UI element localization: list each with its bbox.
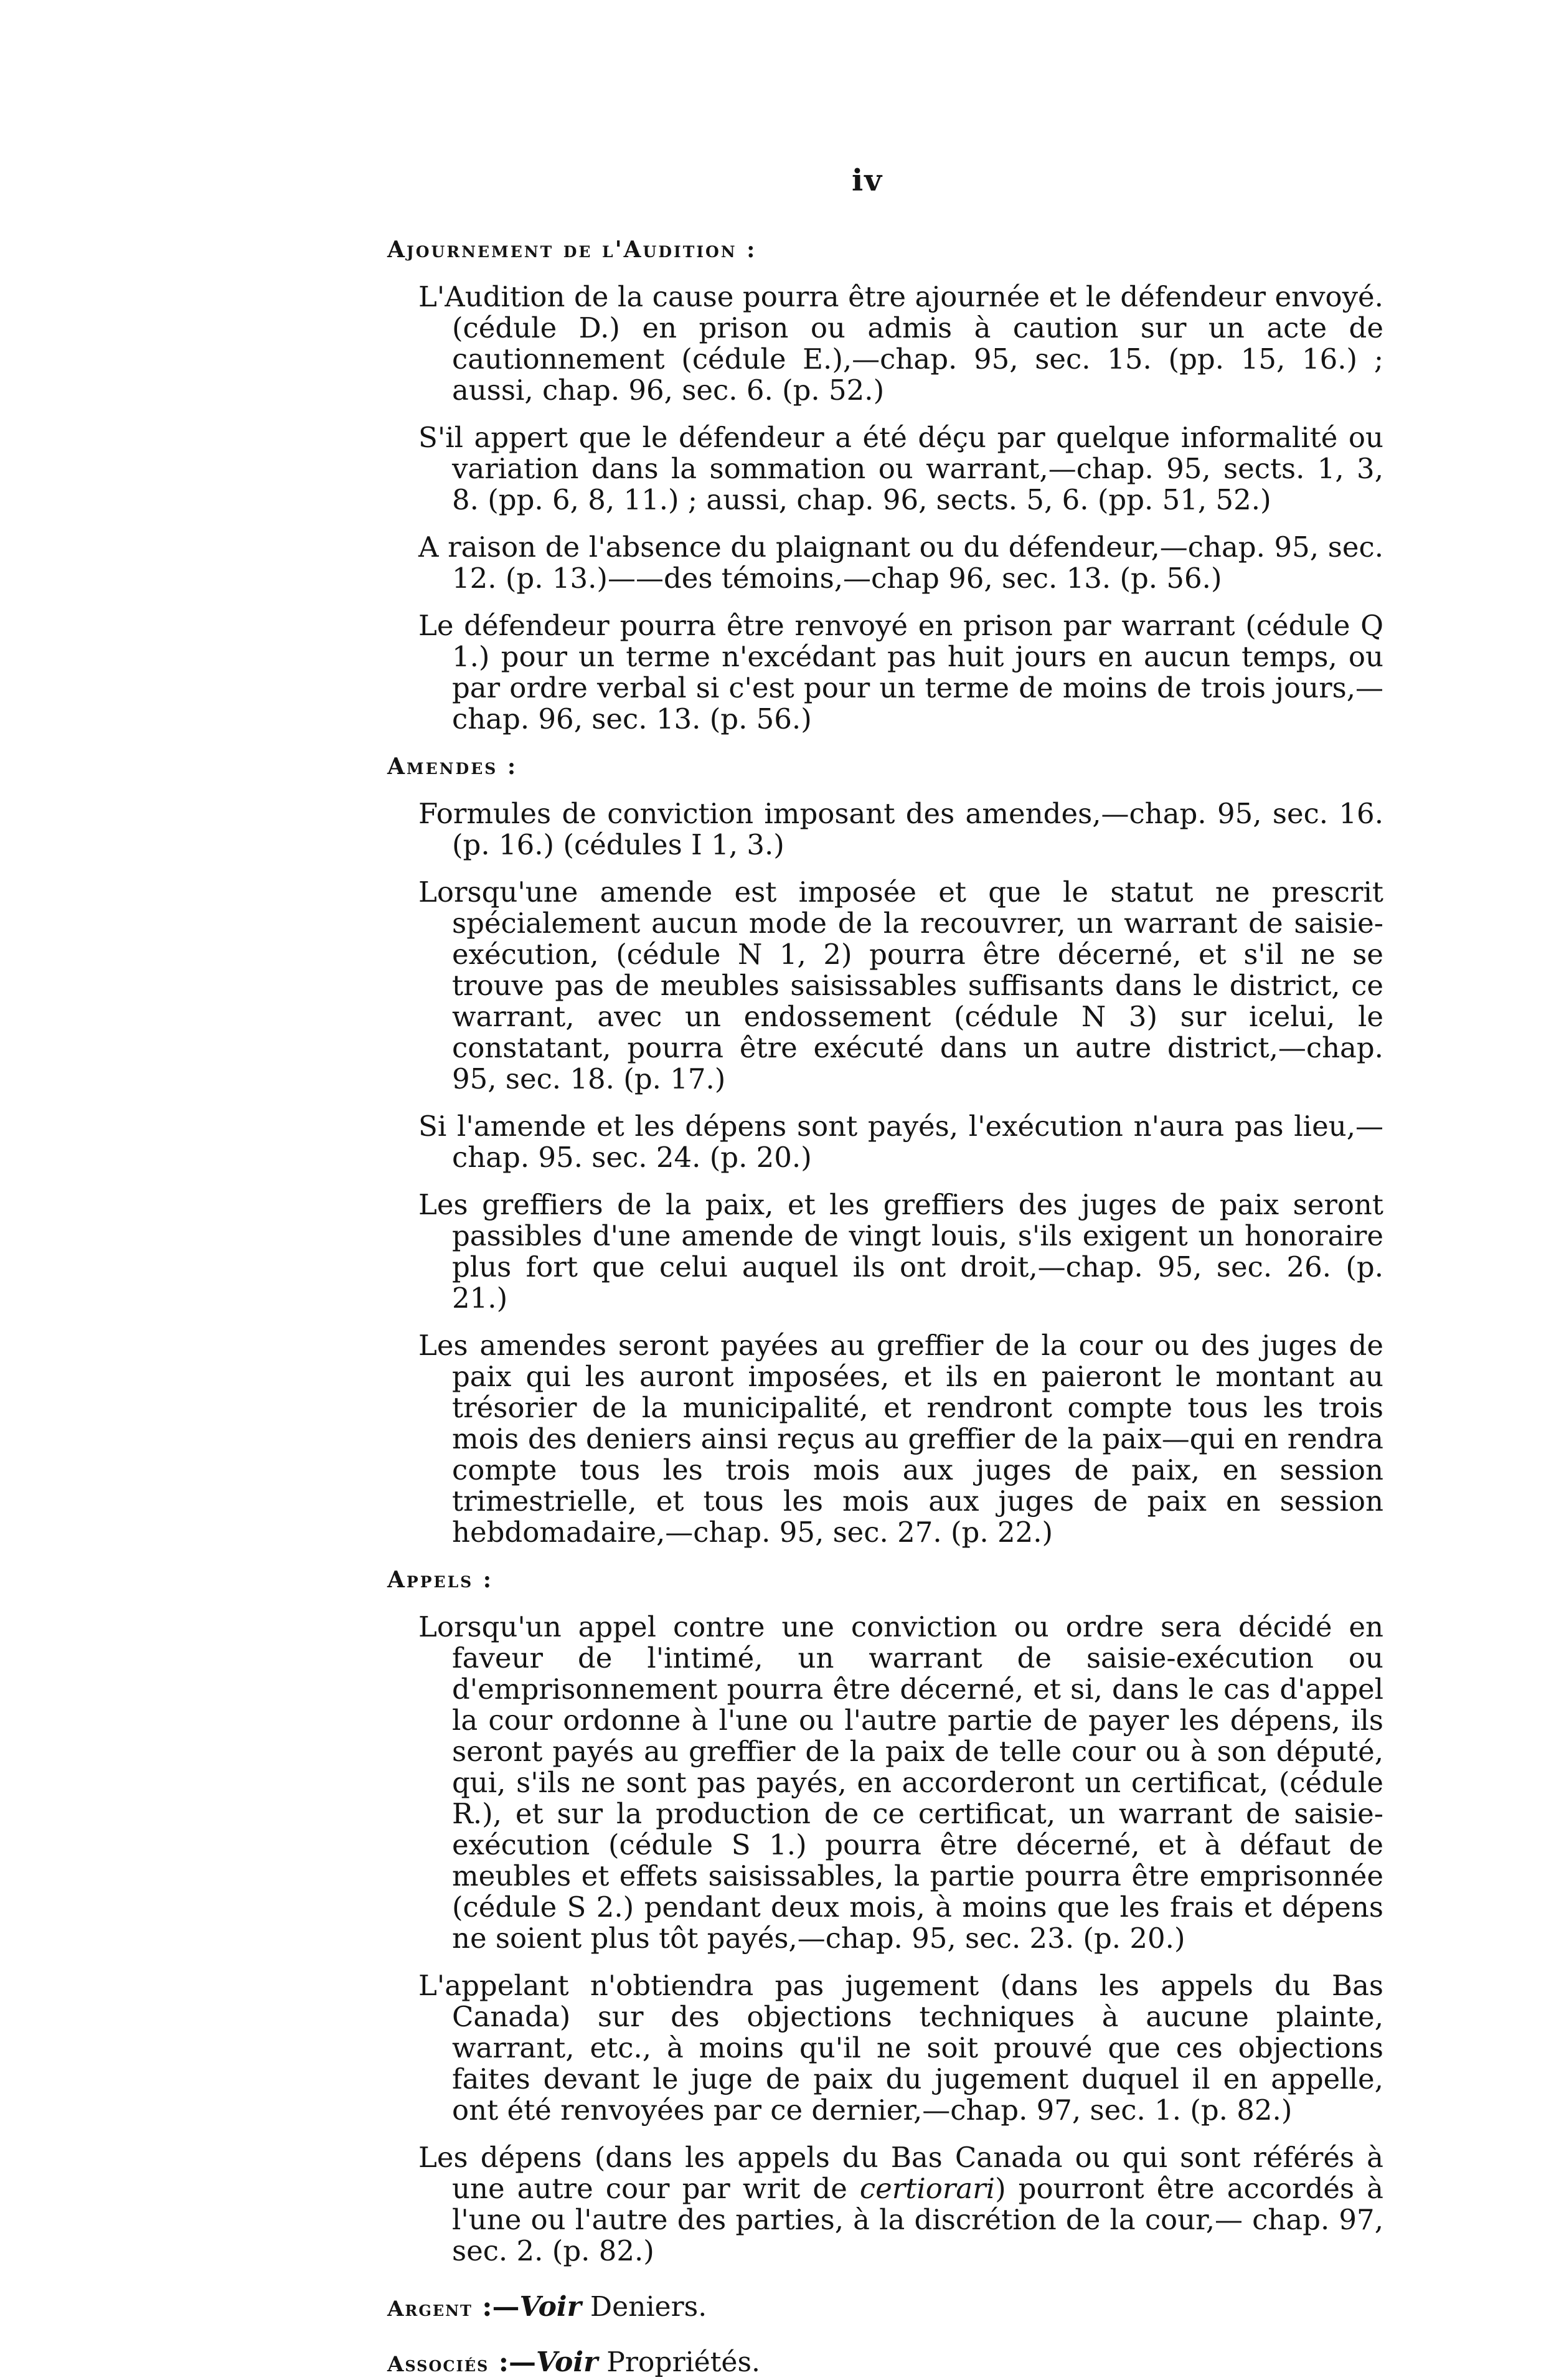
entry-text: Les dépens (dans les appels du Bas Canada ou qui sont référés à une autre cour par writ de (418, 2141, 1383, 2205)
cross-reference-separator: :— (472, 2291, 520, 2323)
index-entry: S'il appert que le défendeur a été déçu par quelque informalité ou variation dans la sommation ou warrant,—chap. 95, sects. 1, 3, 8. (pp. 6, 8, 11.) ; aussi, chap. 96, sects. 5, 6. (pp. 51, 52.) (418, 421, 1383, 516)
index-entry: Lorsqu'une amende est imposée et que le statut ne prescrit spécialement aucun mode de la recouvrer, un warrant de saisie-exécution, (cédule N 1, 2) pourra être décerné, et s'il ne se trouve pas de meubles saisissables suffisants dans le district, ce warrant, avec un endossement (cédule N 3) sur icelui, le constatant, pourra être exécuté dans un autre district,—chap. 95, sec. 18. (p. 17.) (418, 876, 1383, 1095)
cross-reference-label: Argent (387, 2297, 473, 2321)
index-entry: Les amendes seront payées au greffier de la cour ou des juges de paix qui les auront imposées, et ils en paieront le montant au trésorier de la municipalité, et rendront compte tous les trois mois des deniers ainsi reçus au greffier de la paix—qui en rendra compte tous les trois mois aux juges de paix, en session trimestrielle, et tous les mois aux juges de paix en session hebdomadaire,—chap. 95, sec. 27. (p. 22.) (418, 1329, 1383, 1549)
cross-reference (387, 2347, 1383, 2380)
index-entry: A raison de l'absence du plaignant ou du défendeur,—chap. 95, sec. 12. (p. 13.)——des témoins,—chap 96, sec. 13. (p. 56.) (418, 531, 1383, 595)
cross-reference (387, 2292, 1383, 2325)
index-entry: L'Audition de la cause pourra être ajournée et le défendeur envoyé. (cédule D.) en prison ou admis à caution sur un acte de cautionnement (cédule E.),—chap. 95, sec. 15. (pp. 15, 16.) ; aussi, chap. 96, sec. 6. (p. 52.) (418, 280, 1383, 407)
index-entry: Si l'amende et les dépens sont payés, l'exécution n'aura pas lieu,—chap. 95. sec. 24. (p. 20.) (418, 1110, 1383, 1174)
index-entry (418, 2142, 1383, 2267)
cross-reference-target: Propriétés. (598, 2346, 761, 2378)
index-entry: Formules de conviction imposant des amendes,—chap. 95, sec. 16. (p. 16.) (cédules I 1, 3.) (418, 797, 1383, 861)
index-entry: L'appelant n'obtiendra pas jugement (dans les appels du Bas Canada) sur des objections techniques à aucune plainte, warrant, etc., à moins qu'il ne soit prouvé que ces objections faites devant le juge de paix du jugement duquel il en appelle, ont été renvoyées par ce dernier,—chap. 97, sec. 1. (p. 82.) (418, 1969, 1383, 2127)
index-content (387, 237, 1383, 2380)
cross-reference-target: Deniers. (581, 2291, 707, 2323)
voir-label: Voir (535, 2346, 598, 2378)
section-appels (387, 1567, 1383, 2267)
page-number: iv (852, 163, 883, 198)
entry-text: ) pourront être accordés à l'une ou l'autre des parties, à la discrétion de la cour,— chap. 97, sec. 2. (p. 82.) (452, 2172, 1383, 2267)
section-amendes (387, 753, 1383, 1549)
section-heading: Ajournement de l'Audition : (387, 237, 757, 263)
index-entry: Le défendeur pourra être renvoyé en prison par warrant (cédule Q 1.) pour un terme n'excédant pas huit jours en aucun temps, ou par ordre verbal si c'est pour un terme de moins de trois jours,—chap. 96, sec. 13. (p. 56.) (418, 609, 1383, 735)
cross-reference-separator: :— (489, 2346, 536, 2378)
section-ajournement (387, 237, 1383, 735)
section-heading: Appels : (387, 1567, 494, 1593)
voir-label: Voir (519, 2291, 582, 2323)
index-entry: Les greffiers de la paix, et les greffiers des juges de paix seront passibles d'une amende de vingt louis, s'ils exigent un honoraire plus fort que celui auquel ils ont droit,—chap. 95, sec. 26. (p. 21.) (418, 1188, 1383, 1315)
cross-reference-label: Associés (387, 2352, 489, 2377)
entry-italic-term: certiorari (859, 2172, 996, 2205)
section-heading: Amendes : (387, 753, 518, 780)
index-entry: Lorsqu'un appel contre une conviction ou ordre sera décidé en faveur de l'intimé, un warrant de saisie-exécution ou d'emprisonnement pourra être décerné, et si, dans le cas d'appel la cour ordonne à l'une ou l'autre partie de payer les dépens, ils seront payés au greffier de la paix de telle cour ou à son député, qui, s'ils ne sont pas payés, en accorderont un certificat, (cédule R.), et sur la production de ce certificat, un warrant de saisie-exécution (cédule S 1.) pourra être décerné, et à défaut de meubles et effets saisissables, la partie pourra être emprisonnée (cédule S 2.) pendant deux mois, à moins que les frais et dépens ne soient plus tôt payés,—chap. 95, sec. 23. (p. 20.) (418, 1610, 1383, 1955)
